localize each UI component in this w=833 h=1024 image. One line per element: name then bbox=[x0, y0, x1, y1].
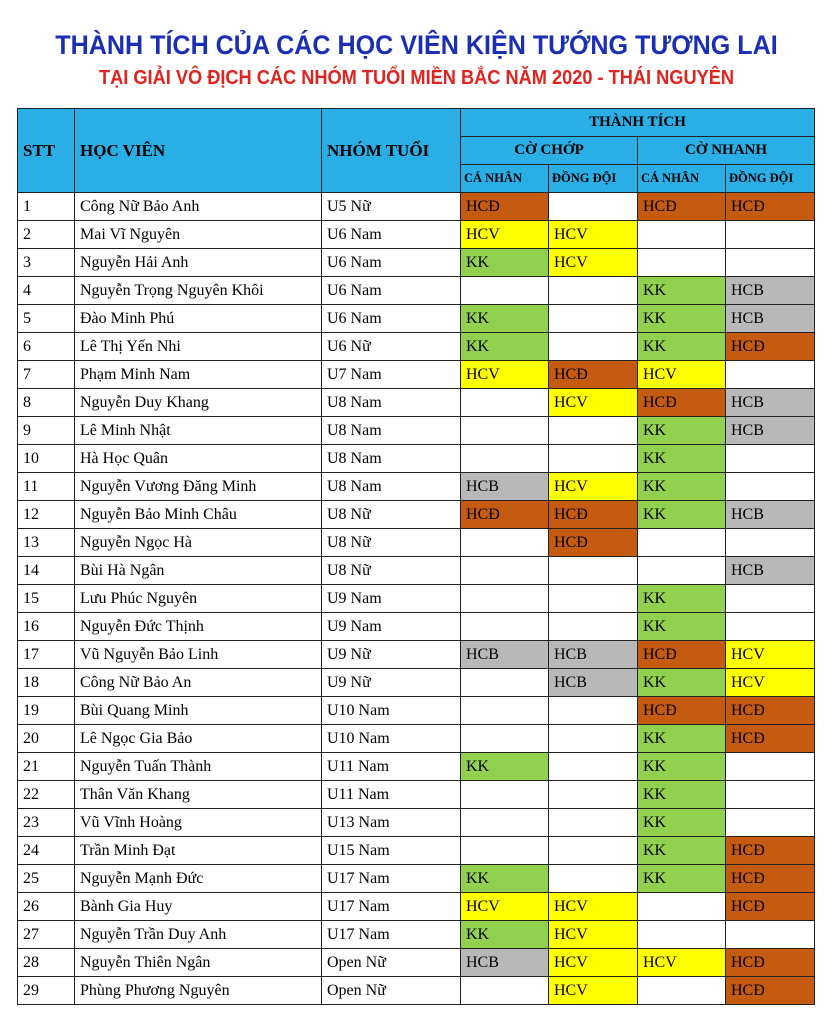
cell-stt: 16 bbox=[18, 613, 75, 641]
cell-student-name: Nguyễn Trần Duy Anh bbox=[75, 921, 322, 949]
cell-age-group: U5 Nữ bbox=[322, 193, 461, 221]
cell-rapid-team: HCĐ bbox=[726, 977, 815, 1005]
header-age-group: NHÓM TUỔI bbox=[322, 109, 461, 193]
cell-age-group: U9 Nam bbox=[322, 613, 461, 641]
table-row bbox=[18, 277, 815, 305]
cell-rapid-individual: KK bbox=[638, 333, 726, 361]
cell-student-name: Thân Văn Khang bbox=[75, 781, 322, 809]
cell-student-name: Lê Ngọc Gia Bảo bbox=[75, 725, 322, 753]
cell-rapid-team bbox=[726, 781, 815, 809]
cell-age-group: U9 Nữ bbox=[322, 669, 461, 697]
cell-student-name: Bành Gia Huy bbox=[75, 893, 322, 921]
cell-blitz-individual: HCV bbox=[461, 361, 549, 389]
cell-blitz-team bbox=[549, 193, 638, 221]
cell-blitz-individual: HCB bbox=[461, 473, 549, 501]
cell-stt: 3 bbox=[18, 249, 75, 277]
cell-student-name: Bùi Quang Minh bbox=[75, 697, 322, 725]
cell-age-group: Open Nữ bbox=[322, 949, 461, 977]
cell-student-name: Lê Thị Yến Nhi bbox=[75, 333, 322, 361]
cell-stt: 22 bbox=[18, 781, 75, 809]
cell-student-name: Trần Minh Đạt bbox=[75, 837, 322, 865]
cell-blitz-team bbox=[549, 417, 638, 445]
cell-age-group: U13 Nam bbox=[322, 809, 461, 837]
cell-stt: 9 bbox=[18, 417, 75, 445]
cell-age-group: U6 Nam bbox=[322, 277, 461, 305]
cell-stt: 26 bbox=[18, 893, 75, 921]
cell-stt: 2 bbox=[18, 221, 75, 249]
cell-age-group: U11 Nam bbox=[322, 753, 461, 781]
header-rapid-team: ĐỒNG ĐỘI bbox=[726, 165, 815, 193]
cell-rapid-team: HCB bbox=[726, 557, 815, 585]
cell-student-name: Mai Vĩ Nguyên bbox=[75, 221, 322, 249]
table-row bbox=[18, 305, 815, 333]
cell-student-name: Nguyễn Mạnh Đức bbox=[75, 865, 322, 893]
cell-rapid-individual bbox=[638, 921, 726, 949]
cell-blitz-individual: KK bbox=[461, 921, 549, 949]
cell-rapid-team bbox=[726, 249, 815, 277]
cell-rapid-team: HCĐ bbox=[726, 837, 815, 865]
cell-age-group: U8 Nữ bbox=[322, 501, 461, 529]
cell-rapid-team bbox=[726, 473, 815, 501]
cell-student-name: Bùi Hà Ngân bbox=[75, 557, 322, 585]
cell-blitz-individual bbox=[461, 585, 549, 613]
cell-blitz-individual: HCĐ bbox=[461, 193, 549, 221]
cell-blitz-team bbox=[549, 725, 638, 753]
cell-age-group: U6 Nam bbox=[322, 249, 461, 277]
table-row bbox=[18, 445, 815, 473]
cell-student-name: Nguyễn Thiên Ngân bbox=[75, 949, 322, 977]
cell-stt: 5 bbox=[18, 305, 75, 333]
cell-age-group: U8 Nam bbox=[322, 473, 461, 501]
table-row bbox=[18, 921, 815, 949]
cell-rapid-team: HCĐ bbox=[726, 193, 815, 221]
cell-age-group: U11 Nam bbox=[322, 781, 461, 809]
cell-rapid-team bbox=[726, 809, 815, 837]
cell-rapid-team bbox=[726, 613, 815, 641]
table-row bbox=[18, 221, 815, 249]
cell-blitz-individual: HCB bbox=[461, 949, 549, 977]
cell-stt: 29 bbox=[18, 977, 75, 1005]
cell-stt: 28 bbox=[18, 949, 75, 977]
cell-rapid-team: HCĐ bbox=[726, 697, 815, 725]
table-row bbox=[18, 781, 815, 809]
cell-blitz-individual bbox=[461, 669, 549, 697]
table-row bbox=[18, 193, 815, 221]
cell-student-name: Vũ Vĩnh Hoàng bbox=[75, 809, 322, 837]
cell-blitz-individual: HCV bbox=[461, 893, 549, 921]
cell-stt: 4 bbox=[18, 277, 75, 305]
cell-student-name: Lưu Phúc Nguyên bbox=[75, 585, 322, 613]
cell-stt: 17 bbox=[18, 641, 75, 669]
header-blitz: CỜ CHỚP bbox=[461, 137, 638, 165]
cell-student-name: Nguyễn Tuấn Thành bbox=[75, 753, 322, 781]
cell-blitz-individual bbox=[461, 529, 549, 557]
cell-stt: 14 bbox=[18, 557, 75, 585]
cell-blitz-individual bbox=[461, 809, 549, 837]
cell-stt: 24 bbox=[18, 837, 75, 865]
cell-rapid-team: HCV bbox=[726, 641, 815, 669]
cell-rapid-individual bbox=[638, 221, 726, 249]
cell-blitz-individual bbox=[461, 277, 549, 305]
cell-rapid-individual: HCĐ bbox=[638, 641, 726, 669]
cell-blitz-team bbox=[549, 837, 638, 865]
cell-rapid-individual: KK bbox=[638, 837, 726, 865]
cell-stt: 25 bbox=[18, 865, 75, 893]
cell-rapid-team: HCĐ bbox=[726, 949, 815, 977]
cell-age-group: Open Nữ bbox=[322, 977, 461, 1005]
cell-age-group: U10 Nam bbox=[322, 725, 461, 753]
cell-blitz-team: HCB bbox=[549, 669, 638, 697]
cell-age-group: U8 Nữ bbox=[322, 557, 461, 585]
table-body bbox=[18, 193, 815, 1005]
cell-rapid-team bbox=[726, 753, 815, 781]
table-row bbox=[18, 249, 815, 277]
cell-age-group: U6 Nữ bbox=[322, 333, 461, 361]
cell-student-name: Hà Học Quân bbox=[75, 445, 322, 473]
cell-blitz-team bbox=[549, 277, 638, 305]
cell-blitz-individual bbox=[461, 977, 549, 1005]
cell-rapid-individual: KK bbox=[638, 305, 726, 333]
cell-stt: 12 bbox=[18, 501, 75, 529]
cell-blitz-team bbox=[549, 305, 638, 333]
table-row bbox=[18, 697, 815, 725]
cell-blitz-team bbox=[549, 557, 638, 585]
cell-student-name: Công Nữ Bảo An bbox=[75, 669, 322, 697]
cell-blitz-individual: KK bbox=[461, 333, 549, 361]
cell-rapid-team: HCB bbox=[726, 305, 815, 333]
cell-rapid-individual: HCV bbox=[638, 949, 726, 977]
cell-rapid-individual bbox=[638, 977, 726, 1005]
cell-rapid-team bbox=[726, 221, 815, 249]
cell-blitz-team: HCV bbox=[549, 473, 638, 501]
cell-rapid-individual: HCV bbox=[638, 361, 726, 389]
table-row bbox=[18, 501, 815, 529]
table-row bbox=[18, 613, 815, 641]
cell-blitz-team: HCĐ bbox=[549, 501, 638, 529]
cell-rapid-team bbox=[726, 529, 815, 557]
cell-blitz-team: HCB bbox=[549, 641, 638, 669]
cell-age-group: U9 Nam bbox=[322, 585, 461, 613]
cell-stt: 19 bbox=[18, 697, 75, 725]
cell-student-name: Nguyễn Vương Đăng Minh bbox=[75, 473, 322, 501]
header-stt: STT bbox=[18, 109, 75, 193]
cell-blitz-team: HCV bbox=[549, 249, 638, 277]
cell-rapid-team: HCV bbox=[726, 669, 815, 697]
cell-age-group: U8 Nam bbox=[322, 445, 461, 473]
cell-rapid-team: HCB bbox=[726, 389, 815, 417]
cell-student-name: Lê Minh Nhật bbox=[75, 417, 322, 445]
cell-student-name: Nguyễn Bảo Minh Châu bbox=[75, 501, 322, 529]
cell-age-group: U6 Nam bbox=[322, 221, 461, 249]
cell-rapid-team: HCB bbox=[726, 417, 815, 445]
cell-student-name: Nguyễn Trọng Nguyên Khôi bbox=[75, 277, 322, 305]
table-row bbox=[18, 977, 815, 1005]
cell-rapid-individual: KK bbox=[638, 473, 726, 501]
table-row bbox=[18, 417, 815, 445]
header-student: HỌC VIÊN bbox=[75, 109, 322, 193]
cell-rapid-individual: KK bbox=[638, 277, 726, 305]
cell-stt: 7 bbox=[18, 361, 75, 389]
header-rapid-individual: CÁ NHÂN bbox=[638, 165, 726, 193]
cell-stt: 15 bbox=[18, 585, 75, 613]
cell-stt: 27 bbox=[18, 921, 75, 949]
cell-student-name: Phùng Phương Nguyên bbox=[75, 977, 322, 1005]
achievements-table bbox=[17, 108, 815, 1005]
cell-stt: 20 bbox=[18, 725, 75, 753]
cell-blitz-team bbox=[549, 865, 638, 893]
table-row bbox=[18, 557, 815, 585]
cell-student-name: Nguyễn Duy Khang bbox=[75, 389, 322, 417]
cell-age-group: U10 Nam bbox=[322, 697, 461, 725]
header-rapid: CỜ NHANH bbox=[638, 137, 815, 165]
cell-rapid-individual: KK bbox=[638, 613, 726, 641]
cell-blitz-team: HCV bbox=[549, 977, 638, 1005]
cell-blitz-team bbox=[549, 697, 638, 725]
cell-blitz-team: HCV bbox=[549, 949, 638, 977]
cell-rapid-team: HCĐ bbox=[726, 725, 815, 753]
cell-student-name: Công Nữ Bảo Anh bbox=[75, 193, 322, 221]
cell-age-group: U9 Nữ bbox=[322, 641, 461, 669]
cell-blitz-team: HCĐ bbox=[549, 529, 638, 557]
cell-rapid-team bbox=[726, 585, 815, 613]
table-row bbox=[18, 725, 815, 753]
cell-student-name: Nguyễn Đức Thịnh bbox=[75, 613, 322, 641]
cell-age-group: U17 Nam bbox=[322, 893, 461, 921]
cell-stt: 21 bbox=[18, 753, 75, 781]
table-row bbox=[18, 361, 815, 389]
cell-rapid-team: HCĐ bbox=[726, 865, 815, 893]
cell-student-name: Phạm Minh Nam bbox=[75, 361, 322, 389]
cell-blitz-team bbox=[549, 781, 638, 809]
table-row bbox=[18, 753, 815, 781]
cell-rapid-individual: KK bbox=[638, 725, 726, 753]
cell-student-name: Vũ Nguyễn Bảo Linh bbox=[75, 641, 322, 669]
cell-age-group: U8 Nam bbox=[322, 417, 461, 445]
cell-age-group: U8 Nữ bbox=[322, 529, 461, 557]
cell-rapid-team bbox=[726, 921, 815, 949]
table-row bbox=[18, 333, 815, 361]
cell-blitz-team: HCV bbox=[549, 389, 638, 417]
cell-rapid-team: HCB bbox=[726, 277, 815, 305]
cell-age-group: U7 Nam bbox=[322, 361, 461, 389]
cell-blitz-individual bbox=[461, 445, 549, 473]
cell-blitz-individual bbox=[461, 697, 549, 725]
cell-stt: 8 bbox=[18, 389, 75, 417]
cell-stt: 23 bbox=[18, 809, 75, 837]
cell-rapid-individual bbox=[638, 557, 726, 585]
cell-rapid-individual: KK bbox=[638, 809, 726, 837]
cell-blitz-team: HCV bbox=[549, 893, 638, 921]
cell-rapid-individual: KK bbox=[638, 585, 726, 613]
cell-stt: 6 bbox=[18, 333, 75, 361]
cell-rapid-individual: HCĐ bbox=[638, 389, 726, 417]
cell-blitz-team: HCV bbox=[549, 921, 638, 949]
cell-stt: 11 bbox=[18, 473, 75, 501]
cell-stt: 13 bbox=[18, 529, 75, 557]
cell-stt: 18 bbox=[18, 669, 75, 697]
cell-blitz-individual bbox=[461, 725, 549, 753]
cell-rapid-individual: HCĐ bbox=[638, 193, 726, 221]
table-row bbox=[18, 893, 815, 921]
cell-blitz-individual bbox=[461, 417, 549, 445]
cell-rapid-team: HCB bbox=[726, 501, 815, 529]
page-title: THÀNH TÍCH CỦA CÁC HỌC VIÊN KIỆN TƯỚNG TƯƠNG LAI bbox=[55, 30, 778, 60]
cell-blitz-individual: HCĐ bbox=[461, 501, 549, 529]
cell-student-name: Nguyễn Ngọc Hà bbox=[75, 529, 322, 557]
cell-blitz-individual bbox=[461, 781, 549, 809]
table-row bbox=[18, 809, 815, 837]
cell-blitz-team: HCV bbox=[549, 221, 638, 249]
cell-blitz-individual: HCV bbox=[461, 221, 549, 249]
table-row bbox=[18, 837, 815, 865]
cell-rapid-team: HCĐ bbox=[726, 333, 815, 361]
table-row bbox=[18, 949, 815, 977]
cell-blitz-individual bbox=[461, 613, 549, 641]
cell-student-name: Đào Minh Phú bbox=[75, 305, 322, 333]
cell-blitz-team: HCĐ bbox=[549, 361, 638, 389]
header-achievements: THÀNH TÍCH bbox=[461, 109, 815, 137]
cell-stt: 1 bbox=[18, 193, 75, 221]
cell-rapid-individual: KK bbox=[638, 865, 726, 893]
table-row bbox=[18, 389, 815, 417]
cell-rapid-individual: KK bbox=[638, 417, 726, 445]
page-subtitle: TẠI GIẢI VÔ ĐỊCH CÁC NHÓM TUỔI MIỀN BẮC NĂM 2020 - THÁI NGUYÊN bbox=[98, 67, 735, 89]
cell-age-group: U17 Nam bbox=[322, 921, 461, 949]
table-row bbox=[18, 585, 815, 613]
cell-stt: 10 bbox=[18, 445, 75, 473]
cell-rapid-team bbox=[726, 445, 815, 473]
cell-blitz-individual: KK bbox=[461, 305, 549, 333]
cell-blitz-team bbox=[549, 445, 638, 473]
table-row bbox=[18, 865, 815, 893]
cell-blitz-team bbox=[549, 809, 638, 837]
cell-rapid-individual bbox=[638, 893, 726, 921]
cell-rapid-team: HCĐ bbox=[726, 893, 815, 921]
table-row bbox=[18, 529, 815, 557]
cell-blitz-team bbox=[549, 585, 638, 613]
cell-rapid-individual: KK bbox=[638, 669, 726, 697]
table-row bbox=[18, 641, 815, 669]
cell-student-name: Nguyễn Hải Anh bbox=[75, 249, 322, 277]
cell-rapid-individual: KK bbox=[638, 781, 726, 809]
cell-blitz-individual: KK bbox=[461, 249, 549, 277]
table-header bbox=[18, 109, 815, 193]
cell-blitz-individual bbox=[461, 557, 549, 585]
table-row bbox=[18, 669, 815, 697]
cell-age-group: U17 Nam bbox=[322, 865, 461, 893]
cell-blitz-individual: KK bbox=[461, 753, 549, 781]
cell-rapid-team bbox=[726, 361, 815, 389]
cell-rapid-individual: HCĐ bbox=[638, 697, 726, 725]
cell-blitz-individual bbox=[461, 837, 549, 865]
cell-age-group: U8 Nam bbox=[322, 389, 461, 417]
cell-blitz-team bbox=[549, 333, 638, 361]
cell-rapid-individual bbox=[638, 529, 726, 557]
cell-blitz-team bbox=[549, 753, 638, 781]
cell-blitz-individual: HCB bbox=[461, 641, 549, 669]
cell-rapid-individual: KK bbox=[638, 445, 726, 473]
cell-blitz-individual bbox=[461, 389, 549, 417]
cell-age-group: U15 Nam bbox=[322, 837, 461, 865]
cell-rapid-individual bbox=[638, 249, 726, 277]
table-row bbox=[18, 473, 815, 501]
cell-rapid-individual: KK bbox=[638, 753, 726, 781]
cell-age-group: U6 Nam bbox=[322, 305, 461, 333]
cell-blitz-individual: KK bbox=[461, 865, 549, 893]
header-blitz-team: ĐỒNG ĐỘI bbox=[549, 165, 638, 193]
cell-rapid-individual: KK bbox=[638, 501, 726, 529]
cell-blitz-team bbox=[549, 613, 638, 641]
header-blitz-individual: CÁ NHÂN bbox=[461, 165, 549, 193]
